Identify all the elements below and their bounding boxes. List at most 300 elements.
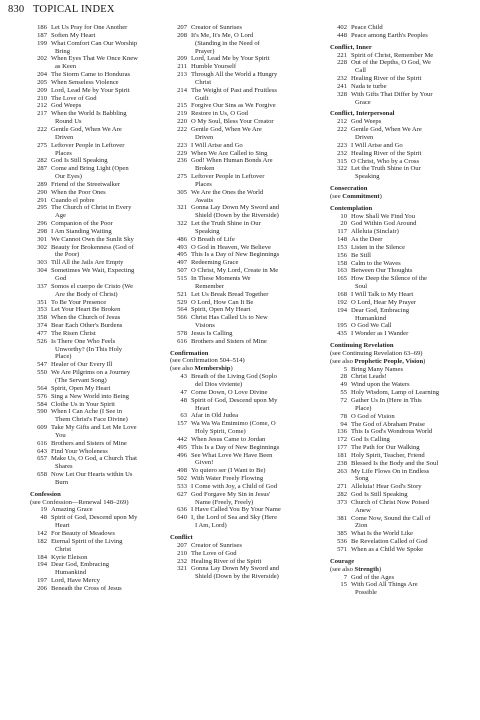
hymn-number: 55: [340, 389, 347, 397]
hymn-number: 219: [177, 110, 187, 118]
hymn-title-continuation: Visions: [195, 322, 215, 330]
hymn-title-continuation: Places: [195, 180, 212, 188]
hymn-title-continuation: Heart: [55, 522, 70, 530]
hymn-title: See What Love We Have Been: [191, 451, 273, 459]
hymn-number: 564: [177, 306, 187, 314]
hymn-title: I Have Called You By Your Name: [191, 506, 281, 514]
index-entry: [330, 126, 472, 134]
hymn-title: This Is a Day of New Beginnings: [191, 443, 280, 451]
hymn-title-continuation: Driven: [55, 133, 74, 141]
hymn-number: 616: [177, 337, 187, 345]
hymn-title-continuation: You: [55, 431, 66, 439]
hymn-title-continuation: del Dios viviente): [195, 380, 243, 388]
hymn-title-continuation: Humankind: [355, 314, 387, 322]
hymn-number: 43: [180, 373, 187, 381]
index-entry: [330, 428, 472, 436]
hymn-number: 232: [337, 75, 347, 83]
index-entry: [30, 455, 168, 463]
hymn-title: O Christ, My Lord, Create in Me: [191, 267, 279, 275]
hymn-number: 165: [337, 275, 347, 283]
hymn-number: 186: [37, 24, 47, 31]
hymn-number: 295: [37, 204, 47, 212]
hymn-number: 199: [37, 39, 47, 47]
hymn-number: 153: [337, 243, 347, 251]
index-entry: [330, 220, 472, 228]
hymn-title: Nada te turbe: [351, 82, 387, 90]
index-entry: [170, 204, 320, 212]
hymn-number: 609: [37, 424, 47, 432]
hymn-number: 640: [177, 514, 187, 522]
hymn-title-continuation: Holy Spirit, Come): [195, 428, 246, 436]
hymn-number: 172: [337, 436, 347, 444]
hymn-title: Gentle God, When We Are: [351, 126, 422, 134]
hymn-title: O Breath of Life: [191, 235, 235, 243]
hymn-number: 181: [337, 451, 347, 459]
hymn-title: Healing River of the Spirit: [191, 557, 262, 565]
hymn-number: 205: [37, 78, 47, 86]
hymn-title-continuation: Unworthy? (In This Holy: [55, 345, 123, 353]
hymn-number: 590: [37, 408, 47, 416]
hymn-number: 448: [337, 31, 347, 39]
hymn-title: O God of Vision: [351, 412, 395, 420]
hymn-number: 208: [177, 31, 187, 39]
hymn-number: 221: [337, 51, 347, 59]
index-entry: [170, 483, 320, 491]
index-entry: [170, 412, 320, 420]
index-entry: [30, 95, 168, 103]
hymn-title-continuation: Prayer): [195, 47, 215, 55]
hymn-title: Between Our Thoughts: [351, 267, 413, 275]
hymn-title: Till All the Jails Are Empty: [51, 259, 124, 267]
index-entry: [30, 244, 168, 252]
index-entry: [170, 291, 320, 299]
index-entry: [330, 32, 472, 40]
hymn-number: 328: [337, 90, 347, 98]
hymn-title: Wa Wa Wa Emimimo (Come, O: [191, 420, 276, 428]
hymn-number: 210: [177, 549, 187, 557]
index-entry: [30, 585, 168, 593]
hymn-title-continuation: Burn: [55, 478, 69, 486]
index-entry: [330, 244, 472, 252]
hymn-title-continuation: Remember: [195, 282, 224, 290]
hymn-title: The Storm Came to Honduras: [51, 71, 131, 79]
hymn-title: We Are Pilgrims on a Journey: [51, 369, 131, 377]
cross-reference-topic: Membership: [194, 365, 231, 373]
hymn-title-continuation: as Keen: [55, 63, 77, 71]
index-entry: [330, 574, 472, 582]
hymn-number: 28: [340, 373, 347, 381]
hymn-title: God Forgave My Sin in Jesus': [191, 490, 271, 498]
hymn-number: 657: [37, 455, 47, 463]
hymn-title-continuation: Awaits: [195, 196, 214, 204]
index-entry: [170, 314, 320, 322]
hymn-title: Gonna Lay Down My Sword and: [191, 204, 280, 212]
hymn-title: Dear God, Embracing: [351, 306, 410, 314]
hymn-title: Gonna Lay Down My Sword and: [191, 565, 280, 573]
hymn-title: Alleluia (Sinclair): [351, 228, 399, 236]
hymn-number: 232: [337, 149, 347, 157]
page-header: [8, 4, 115, 15]
index-entry: [170, 55, 320, 63]
hymn-title: God! When Human Bonds Are: [191, 157, 273, 165]
hymn-title: Come Now, Sound the Call of: [351, 514, 431, 522]
index-entry: [170, 244, 320, 252]
hymn-title-continuation: Place): [355, 404, 372, 412]
hymn-number: 321: [177, 204, 187, 212]
index-entry: [170, 389, 320, 397]
index-entry: [170, 338, 320, 346]
index-entry: [170, 24, 320, 32]
hymn-title: Lord, Lead Me by Your Spirit: [191, 55, 270, 63]
hymn-title: Creator of Sunrises: [191, 541, 242, 549]
index-entry: [330, 150, 472, 158]
hymn-title: God Weeps: [351, 118, 382, 126]
hymn-number: 232: [177, 557, 187, 565]
hymn-number: 496: [177, 451, 187, 459]
index-entry: [330, 515, 472, 523]
topic-heading: Conflict, Interpersonal: [330, 110, 395, 118]
index-entry: [30, 236, 168, 244]
index-entry: [170, 444, 320, 452]
index-entry: [330, 460, 472, 468]
hymn-number: 289: [37, 180, 47, 188]
index-entry: [30, 393, 168, 401]
hymn-title: The Love of God: [191, 549, 237, 557]
hymn-number: 194: [337, 306, 347, 314]
hymn-number: 63: [180, 412, 187, 420]
hymn-title: Leftover People in Leftover: [51, 141, 125, 149]
hymn-title: Spirit of God, Descend upon My: [191, 396, 278, 404]
index-entry: [30, 142, 168, 150]
hymn-title-continuation: Shield (Down by the Riverside): [195, 573, 279, 581]
hymn-title: Leftover People in Leftover: [191, 173, 265, 181]
hymn-number: 15: [340, 581, 347, 589]
hymn-number: 498: [177, 467, 187, 475]
index-entry: [30, 514, 168, 522]
hymn-title-continuation: Soul: [355, 283, 368, 291]
hymn-title: When Senseless Violence: [51, 78, 119, 86]
index-entry: [30, 102, 168, 110]
index-column-2: [170, 24, 320, 581]
hymn-number: 322: [337, 165, 347, 173]
index-entry: [170, 467, 320, 475]
hymn-title: Yo quiero ser (I Want to Be): [191, 467, 266, 475]
hymn-number: 78: [340, 412, 347, 420]
hymn-number: 291: [37, 196, 47, 204]
hymn-title: Companion of the Poor: [51, 220, 113, 228]
hymn-number: 533: [177, 482, 187, 490]
hymn-number: 47: [180, 388, 187, 396]
hymn-title: Cuando el pobre: [51, 196, 95, 204]
hymn-title: Wind upon the Waters: [351, 381, 410, 389]
index-entry: [30, 361, 168, 369]
hymn-title: When the Church of Jesus: [51, 314, 121, 322]
index-entry: [330, 538, 472, 546]
hymn-number: 385: [337, 530, 347, 538]
hymn-title-continuation: Them Christ's Face Divine): [55, 416, 128, 424]
cross-reference: (see also Membership): [170, 365, 233, 373]
hymn-number: 238: [337, 459, 347, 467]
hymn-number: 195: [337, 322, 347, 330]
hymn-title: Spirit, Open My Heart: [51, 384, 111, 392]
index-entry: [330, 397, 472, 405]
hymn-number: 322: [177, 220, 187, 228]
hymn-number: 163: [337, 267, 347, 275]
index-entry: [30, 110, 168, 118]
index-entry: [30, 385, 168, 393]
index-entry: [170, 420, 320, 428]
hymn-title: When Eyes That We Once Knew: [51, 55, 138, 63]
hymn-title: Come and Bring Light (Open: [51, 165, 129, 173]
hymn-number: 215: [177, 102, 187, 110]
index-entry: [170, 189, 320, 197]
index-entry: [330, 483, 472, 491]
hymn-title: God Weeps: [51, 102, 82, 110]
index-entry: [30, 338, 168, 346]
hymn-title: Humble Yourself: [191, 63, 237, 71]
hymn-number: 211: [177, 63, 187, 71]
hymn-number: 223: [177, 141, 187, 149]
hymn-number: 301: [37, 235, 47, 243]
hymn-title: With Gifts That Differ by Your: [351, 90, 433, 98]
hymn-title: Healer of Our Every Ill: [51, 361, 113, 369]
hymn-title: Restore in Us, O God: [191, 110, 248, 118]
hymn-title: Lord, Have Mercy: [51, 577, 100, 585]
topic-heading: Continuing Revelation: [330, 342, 394, 350]
hymn-title-continuation: Name (Freely, Freely): [195, 498, 254, 506]
hymn-number: 302: [37, 243, 47, 251]
index-entry: [30, 157, 168, 165]
hymn-number: 374: [37, 322, 47, 330]
hymn-title: Sometimes We Wait, Expecting: [51, 267, 135, 275]
index-entry: [330, 275, 472, 283]
hymn-number: 435: [337, 330, 347, 338]
hymn-number: 187: [37, 31, 47, 39]
hymn-number: 627: [177, 490, 187, 498]
hymn-number: 220: [177, 118, 187, 126]
index-entry: [330, 373, 472, 381]
hymn-title-continuation: Zion: [355, 522, 368, 530]
hymn-title: Healing River of the Spirit: [351, 149, 422, 157]
hymn-title: O Lord, How Can It Be: [191, 298, 254, 306]
topic-heading: Courage: [330, 557, 355, 565]
hymn-title: The Weight of Past and Fruitless: [191, 86, 277, 94]
index-entry: [170, 330, 320, 338]
hymn-title: Kyrie Eleison: [51, 553, 88, 561]
index-entry: [170, 397, 320, 405]
hymn-number: 236: [177, 157, 187, 165]
hymn-title: When the Poor Ones: [51, 188, 106, 196]
hymn-title-continuation: Places: [55, 149, 72, 157]
hymn-title: O God We Call: [351, 322, 392, 330]
hymn-number: 148: [337, 236, 347, 244]
hymn-title: We Are the Ones the World: [191, 188, 264, 196]
hymn-title: With God All Things Are: [351, 581, 418, 589]
index-entry: [30, 126, 168, 134]
hymn-number: 497: [177, 259, 187, 267]
index-entry: [330, 581, 472, 589]
index-entry: [30, 197, 168, 205]
index-entry: [30, 87, 168, 95]
hymn-number: 643: [37, 447, 47, 455]
hymn-number: 305: [177, 188, 187, 196]
index-entry: [30, 55, 168, 63]
index-entry: [330, 491, 472, 499]
hymn-title-continuation: Song: [355, 475, 369, 483]
index-entry: [170, 63, 320, 71]
hymn-title: Brothers and Sisters of Mine: [191, 337, 267, 345]
hymn-number: 241: [337, 82, 347, 90]
index-entry: [170, 173, 320, 181]
index-entry: [170, 267, 320, 275]
hymn-number: 48: [180, 396, 187, 404]
hymn-title-continuation: Heart: [195, 404, 210, 412]
hymn-title: I Will Arise and Go: [191, 141, 243, 149]
hymn-title: Christ Leads!: [351, 373, 387, 381]
index-entry: [30, 506, 168, 514]
hymn-number: 212: [37, 102, 47, 110]
hymn-number: 158: [337, 259, 347, 267]
hymn-number: 94: [340, 420, 347, 428]
hymn-title: Amazing Grace: [51, 506, 93, 514]
hymn-title: Let the Truth Shine in Our: [351, 165, 421, 173]
index-entry: [330, 83, 472, 91]
hymn-title: Healing River of the Spirit: [351, 75, 422, 83]
hymn-number: 168: [337, 291, 347, 298]
index-entry: [170, 87, 320, 95]
cross-reference: (see Confession—Renewal 148–269): [30, 498, 129, 506]
hymn-number: 536: [337, 538, 347, 546]
hymn-title: This Is God's Wondrous World: [351, 428, 433, 436]
hymn-number: 337: [37, 282, 47, 290]
hymn-number: 358: [37, 314, 47, 322]
hymn-title: I Am Standing Waiting: [51, 227, 112, 235]
index-entry: [170, 275, 320, 283]
hymn-title: When I Can Ache (I See in: [51, 408, 123, 416]
hymn-title: O Lord, Hear My Prayer: [351, 298, 417, 306]
index-entry: [330, 307, 472, 315]
hymn-title: God of the Ages: [351, 573, 395, 581]
index-entry: [330, 291, 472, 299]
hymn-number: 315: [337, 157, 347, 165]
index-entry: [170, 565, 320, 573]
topic-heading: Contemplation: [330, 204, 373, 212]
index-entry: [30, 204, 168, 212]
hymn-title: Let Us Pray for One Another: [51, 24, 128, 31]
index-entry: [330, 530, 472, 538]
index-entry: [30, 181, 168, 189]
index-entry: [330, 252, 472, 260]
hymn-number: 564: [37, 384, 47, 392]
hymn-number: 275: [177, 173, 187, 181]
index-entry: [330, 213, 472, 221]
hymn-number: 442: [177, 435, 187, 443]
hymn-title: The Love of God: [51, 94, 97, 102]
hymn-number: 321: [177, 565, 187, 573]
cross-reference: (see Confirmation 504–514): [170, 357, 245, 365]
hymn-number: 298: [37, 227, 47, 235]
index-entry: [330, 52, 472, 60]
index-entry: [330, 499, 472, 507]
index-entry: [30, 40, 168, 48]
hymn-number: 507: [177, 267, 187, 275]
hymn-number: 381: [337, 514, 347, 522]
hymn-number: 207: [177, 24, 187, 31]
hymn-title-continuation: Age: [55, 212, 66, 220]
hymn-number: 495: [177, 251, 187, 259]
hymn-title: We Cannot Own the Sunlit Sky: [51, 235, 134, 243]
index-entry: [170, 259, 320, 267]
hymn-title-continuation: Given!: [195, 459, 214, 467]
hymn-number: 207: [177, 541, 187, 549]
index-entry: [330, 452, 472, 460]
hymn-title: Holy Wisdom, Lamp of Learning: [351, 389, 440, 397]
hymn-title-continuation: Call: [355, 67, 366, 75]
hymn-number: 263: [337, 467, 347, 475]
index-entry: [330, 24, 472, 32]
index-entry: [330, 142, 472, 150]
index-entry: [330, 468, 472, 476]
hymn-title: Blessed Is the Body and the Soul: [351, 459, 439, 467]
index-entry: [330, 158, 472, 166]
index-entry: [30, 259, 168, 267]
hymn-title: Eternal Spirit of the Living: [51, 537, 123, 545]
hymn-number: 182: [37, 537, 47, 545]
index-entry: [330, 436, 472, 444]
index-entry: [330, 546, 472, 554]
hymn-number: 10: [340, 212, 347, 220]
hymn-title: Forgive Our Sins as We Forgive: [191, 102, 276, 110]
index-entry: [330, 413, 472, 421]
hymn-title: Bring Many Names: [351, 365, 404, 373]
hymn-title: Now Let Our Hearts within Us: [51, 471, 133, 479]
index-entry: [330, 330, 472, 338]
index-entry: [30, 189, 168, 197]
hymn-title: Gather Us In (Here in This: [351, 396, 422, 404]
hymn-title: Clothe Us in Your Spirit: [51, 400, 115, 408]
hymn-number: 495: [177, 443, 187, 451]
hymn-title: How Shall We Find You: [351, 212, 416, 220]
hymn-title: To Be Your Presence: [51, 298, 107, 306]
hymn-title: Afar in Old Judea: [191, 412, 239, 420]
hymn-title: Breath of the Living God (Soplo: [191, 373, 277, 381]
hymn-number: 578: [177, 329, 187, 337]
index-entry: [30, 577, 168, 585]
hymn-title-continuation: Guilt: [195, 94, 209, 102]
index-entry: [330, 75, 472, 83]
hymn-title: Gentle God, When We Are: [191, 125, 262, 133]
index-entry: [170, 373, 320, 381]
hymn-title: Church of Christ Now Poised: [351, 498, 430, 506]
hymn-title: Let Your Heart Be Broken: [51, 306, 121, 314]
index-entry: [170, 299, 320, 307]
cross-reference: (see Commitment): [330, 192, 382, 200]
index-entry: [30, 561, 168, 569]
hymn-title: God Within God Around: [351, 220, 417, 228]
hymn-title: What Is the World Like: [351, 530, 413, 538]
hymn-title-continuation: Christ: [55, 545, 72, 553]
cross-reference-topic: Strength: [354, 565, 379, 573]
hymn-number: 576: [37, 392, 47, 400]
topic-heading: Conflict, Inner: [330, 43, 372, 51]
index-entry: [330, 322, 472, 330]
hymn-number: 282: [337, 491, 347, 499]
hymn-number: 373: [337, 498, 347, 506]
hymn-number: 477: [37, 329, 47, 337]
index-entry: [170, 71, 320, 79]
index-entry: [170, 306, 320, 314]
topic-heading: Confirmation: [170, 349, 209, 357]
